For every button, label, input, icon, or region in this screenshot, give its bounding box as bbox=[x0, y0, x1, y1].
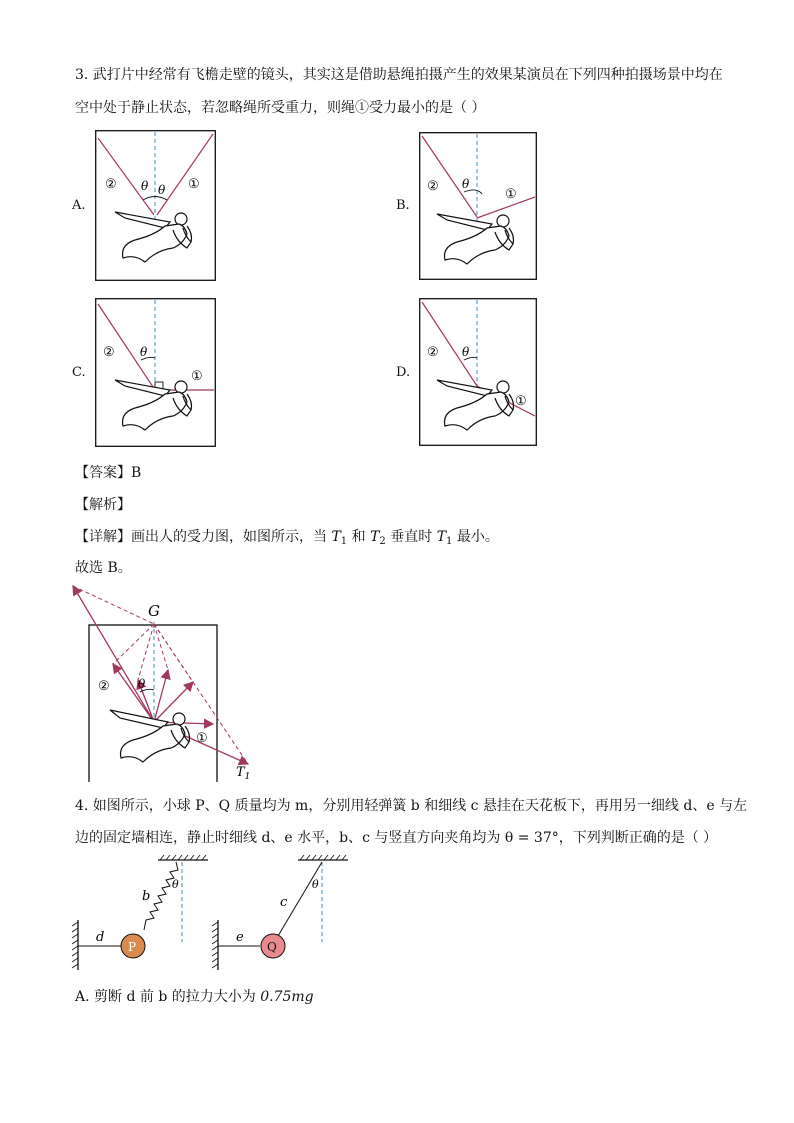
symbol-T1: T bbox=[331, 529, 341, 545]
detail-text: 画出人的受力图，如图所示，当 bbox=[131, 529, 332, 545]
q3-line1: 3. 武打片中经常有飞檐走壁的镜头，其实这是借助悬绳拍摄产生的效果某演员在下列四种拍摄场景中均在 bbox=[75, 67, 723, 83]
label-b: b bbox=[142, 889, 151, 904]
rope1-label: ① bbox=[505, 187, 517, 202]
option-d-label: D. bbox=[396, 365, 411, 380]
spring-string-figure bbox=[66, 852, 366, 977]
label-c: c bbox=[280, 895, 288, 910]
option-d-figure bbox=[419, 298, 537, 446]
rope2-label: ② bbox=[427, 179, 439, 194]
option-c-label: C. bbox=[72, 365, 86, 380]
label-d: d bbox=[96, 930, 105, 945]
theta-label: θ bbox=[138, 677, 146, 691]
ball-p-label: P bbox=[128, 940, 137, 954]
answer-label: 【答案】 bbox=[75, 465, 131, 481]
theta-label: θ bbox=[312, 878, 319, 891]
rope1-label: ① bbox=[191, 369, 203, 384]
detail-text: 垂直时 bbox=[385, 529, 437, 545]
theta-label: θ bbox=[462, 177, 470, 191]
symbol-T2: T bbox=[370, 529, 380, 545]
rope2-label: ② bbox=[427, 345, 439, 360]
analysis-label: 【解析】 bbox=[75, 497, 131, 513]
q4-option-a bbox=[75, 987, 314, 1007]
q3-line2: 空中处于静止状态，若忽略绳所受重力，则绳①受力最小的是（ ） bbox=[75, 100, 486, 116]
analysis-detail bbox=[75, 527, 499, 552]
option-c-figure bbox=[95, 298, 216, 447]
label-e: e bbox=[236, 930, 244, 945]
conclusion: 故选 B。 bbox=[75, 560, 132, 576]
option-a-label: A. bbox=[72, 198, 86, 213]
rope1-label: ① bbox=[188, 177, 200, 192]
t1-label: $T_1$ bbox=[236, 765, 251, 782]
subscript: 1 bbox=[340, 536, 348, 547]
detail-text: 最小。 bbox=[452, 529, 499, 545]
rope1-label: ① bbox=[515, 394, 527, 409]
subscript: 2 bbox=[379, 536, 386, 547]
q4-line1: 4. 如图所示，小球 P、Q 质量均为 m，分别用轻弹簧 b 和细线 c 悬挂在天花板下，再用另一细线 d、e 与左 bbox=[75, 798, 748, 814]
theta-label: θ bbox=[462, 345, 470, 359]
answer-value: B bbox=[131, 465, 142, 481]
option-b-figure bbox=[419, 132, 537, 280]
detail-text: 和 bbox=[347, 529, 371, 545]
force-diagram bbox=[68, 582, 268, 782]
rope2-label: ② bbox=[105, 177, 117, 192]
answer-line bbox=[75, 463, 141, 483]
option-a-figure bbox=[95, 130, 216, 281]
theta-label: θ bbox=[172, 878, 179, 891]
symbol-T1: T bbox=[436, 529, 447, 545]
rope2-label: ② bbox=[103, 345, 115, 360]
gravity-label: G bbox=[148, 602, 160, 620]
rope2-label: ② bbox=[98, 679, 110, 694]
ball-q-label: Q bbox=[267, 940, 277, 954]
theta-label: θ bbox=[158, 183, 166, 197]
theta-label: θ bbox=[140, 345, 148, 359]
theta-label: θ bbox=[141, 179, 149, 193]
option-b-label: B. bbox=[396, 198, 410, 213]
option-a-value: 0.75mg bbox=[260, 989, 314, 1005]
subscript: 1 bbox=[446, 536, 453, 547]
q4-line2: 边的固定墙相连，静止时细线 d、e 水平，b、c 与竖直方向夹角均为 θ = 37°，下列判断正确的是（ ） bbox=[75, 830, 718, 846]
detail-label: 【详解】 bbox=[75, 529, 131, 545]
rope1-label: ① bbox=[196, 731, 208, 746]
option-a-text: A. 剪断 d 前 b 的拉力大小为 bbox=[75, 989, 261, 1005]
